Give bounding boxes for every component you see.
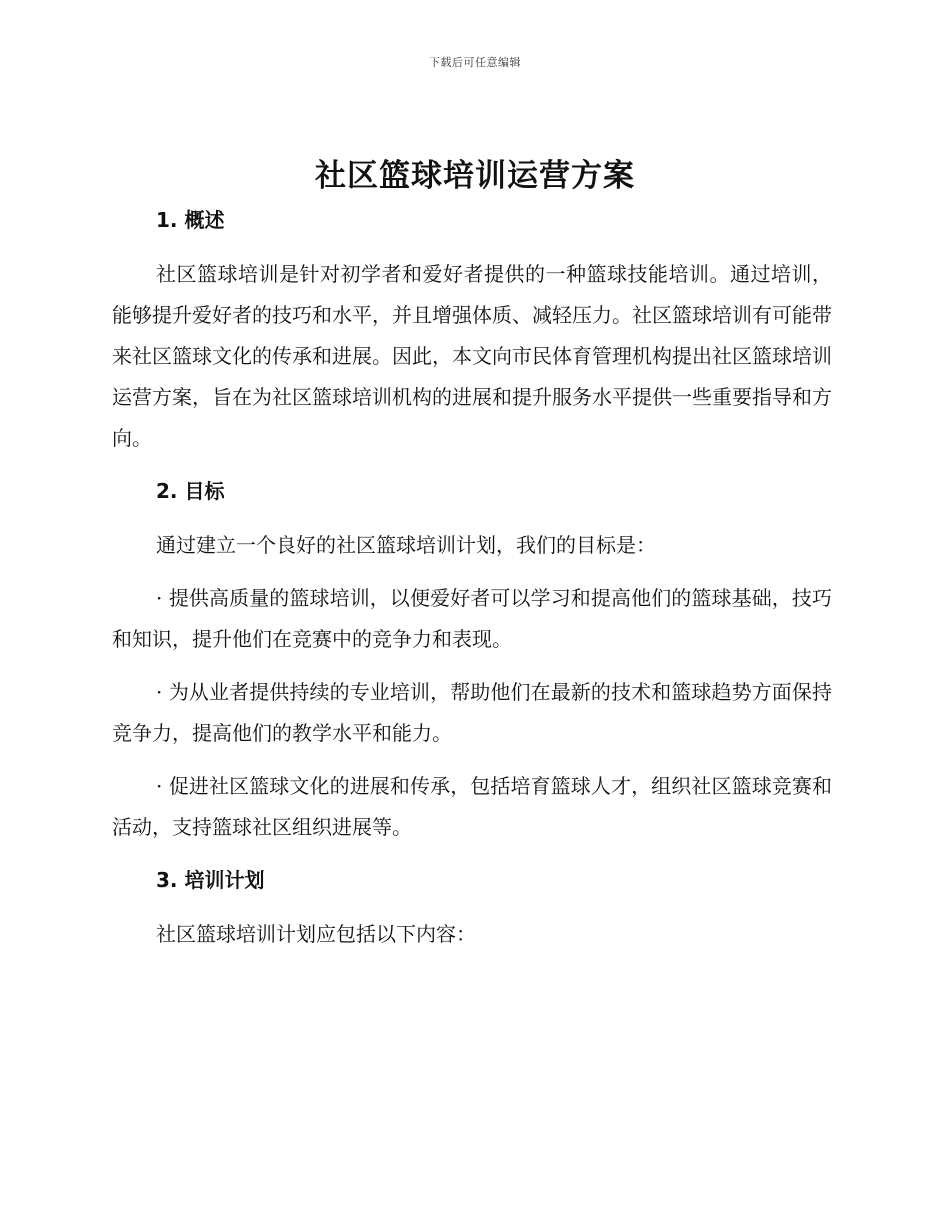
overview-paragraph: 社区篮球培训是针对初学者和爱好者提供的一种篮球技能培训。通过培训，能够提升爱好者的技巧和水平，并且增强体质、减轻压力。社区篮球培训有可能带来社区篮球文化的传承和进展。因此，本文向市民体育管理机构提出社区篮球培训运营方案，旨在为社区篮球培训机构的进展和提升服务水平提供一些重要指导和方向。 — [112, 262, 832, 450]
section-heading-overview: 1. 概述 — [156, 208, 225, 232]
document-body — [112, 202, 832, 955]
section-heading-training-plan: 3. 培训计划 — [156, 868, 265, 892]
goal-item-training-quality: · 提供高质量的篮球培训，以便爱好者可以学习和提高他们的篮球基础，技巧和知识，提升他们在竞赛中的竞争力和表现。 — [112, 586, 832, 651]
training-plan-intro-paragraph: 社区篮球培训计划应包括以下内容： — [156, 922, 476, 946]
goal-item-practitioner-training: · 为从业者提供持续的专业培训，帮助他们在最新的技术和篮球趋势方面保持竞争力，提高他们的教学水平和能力。 — [112, 680, 832, 745]
goal-item-community-culture: · 促进社区篮球文化的进展和传承，包括培育篮球人才，组织社区篮球竞赛和活动，支持篮球社区组织进展等。 — [112, 774, 832, 839]
goals-intro-paragraph: 通过建立一个良好的社区篮球培训计划，我们的目标是： — [156, 533, 656, 557]
page-header-note: 下载后可任意编辑 — [429, 56, 521, 69]
document-title: 社区篮球培训运营方案 — [315, 158, 635, 194]
section-heading-goals: 2. 目标 — [156, 479, 225, 503]
